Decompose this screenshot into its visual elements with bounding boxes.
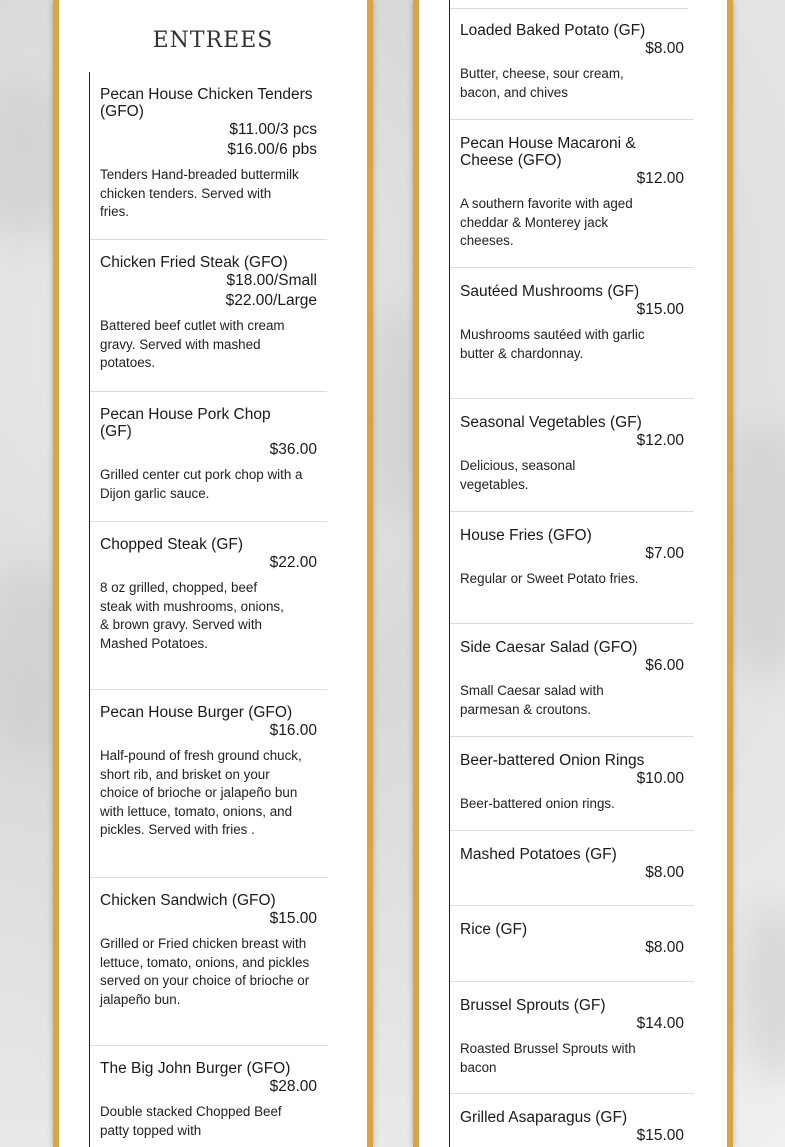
item-price: $22.00/Large [225, 292, 317, 309]
entrees-panel [53, 0, 373, 1147]
item-description: Double stacked Chopped Beef patty topped with [100, 1104, 282, 1138]
menu-item [450, 414, 694, 512]
item-price: $10.00 [636, 770, 684, 787]
item-name: Sautéed Mushrooms (GF) [460, 283, 640, 300]
item-price: $7.00 [645, 545, 684, 562]
item-name: Brussel Sprouts (GF) [460, 997, 606, 1014]
section-title: ENTREES [152, 28, 274, 53]
item-price: $36.00 [269, 441, 317, 458]
item-name: The Big John Burger (GFO) [100, 1060, 291, 1077]
menu-item [90, 892, 327, 1046]
item-name: Chicken Fried Steak (GFO) [100, 254, 288, 271]
sides-panel [413, 0, 733, 1147]
item-price: $12.00 [636, 170, 684, 187]
menu-item [90, 406, 327, 522]
item-price: $16.00 [269, 722, 317, 739]
item-name: Pecan House Chicken Tenders (GFO) [100, 86, 313, 120]
item-price: $28.00 [269, 1078, 317, 1095]
menu-item [450, 639, 694, 737]
item-name: Loaded Baked Potato (GF) [460, 22, 646, 39]
item-price: $11.00/3 pcs [229, 121, 317, 138]
item-price: $8.00 [645, 40, 684, 57]
item-description: Battered beef cutlet with cream gravy. Served with mashed potatoes. [100, 318, 285, 371]
item-name: Mashed Potatoes (GF) [460, 846, 617, 863]
item-price: $8.00 [645, 939, 684, 956]
menu-item [450, 22, 694, 120]
item-price: $12.00 [636, 432, 684, 449]
item-price: $8.00 [645, 864, 684, 881]
item-name: Side Caesar Salad (GFO) [460, 639, 638, 656]
menu-item [450, 135, 694, 268]
item-name: House Fries (GFO) [460, 527, 592, 544]
item-name: Pecan House Pork Chop (GF) [100, 406, 271, 440]
item-name: Pecan House Burger (GFO) [100, 704, 293, 721]
sides-list [449, 0, 694, 1147]
item-description: A southern favorite with aged cheddar & Monterey jack cheeses. [460, 196, 633, 249]
item-description: Regular or Sweet Potato fries. [460, 571, 639, 586]
item-name: Chicken Sandwich (GFO) [100, 892, 276, 909]
item-description: Delicious, seasonal vegetables. [460, 458, 576, 492]
item-description: Tenders Hand-breaded buttermilk chicken tenders. Served with fries. [100, 167, 299, 220]
item-price: $22.00 [269, 554, 317, 571]
menu-item [450, 921, 694, 982]
item-name: Seasonal Vegetables (GF) [460, 414, 642, 431]
item-description: Roasted Brussel Sprouts with bacon [460, 1041, 636, 1075]
menu-item [90, 86, 327, 240]
item-description: 8 oz grilled, chopped, beef steak with mushrooms, onions, & brown gravy. Served with Mashed Potatoes. [100, 580, 284, 651]
menu-item [90, 254, 327, 392]
item-description: Grilled center cut pork chop with a Dijon garlic sauce. [100, 467, 303, 501]
menu-item [90, 536, 327, 690]
item-description: Small Caesar salad with parmesan & croutons. [460, 683, 604, 717]
item-price: $15.00 [269, 910, 317, 927]
menu-item [450, 997, 694, 1094]
menu-item [90, 1060, 327, 1147]
item-name: Grilled Asaparagus (GF) [460, 1109, 628, 1126]
item-description: Mushrooms sautéed with garlic butter & chardonnay. [460, 327, 645, 361]
item-price: $14.00 [636, 1015, 684, 1032]
item-name: Rice (GF) [460, 921, 528, 938]
marble-texture [740, 900, 785, 1080]
item-price: $15.00 [636, 301, 684, 318]
entrees-list [89, 72, 327, 1147]
item-name: Beer-battered Onion Rings [460, 752, 645, 769]
item-name: Chopped Steak (GF) [100, 536, 244, 553]
item-description: Beer-battered onion rings. [460, 796, 615, 811]
item-description: Grilled or Fried chicken breast with lettuce, tomato, onions, and pickles served on your choice of brioche or jalapeño bun. [100, 936, 310, 1007]
item-description: Half-pound of fresh ground chuck, short rib, and brisket on your choice of brioche or jalapeño bun with lettuce, tomato, onions, and pickles. Served with fries . [100, 748, 302, 838]
menu-item [90, 704, 327, 878]
item-price: $18.00/Small [226, 272, 317, 289]
menu-item [450, 283, 694, 399]
divider [450, 8, 688, 9]
item-price: $15.00 [636, 1127, 684, 1144]
menu-item [450, 527, 694, 624]
item-price: $16.00/6 pbs [227, 141, 317, 158]
menu-item [450, 846, 694, 906]
item-price: $6.00 [645, 657, 684, 674]
menu-item [450, 752, 694, 831]
item-name: Pecan House Macaroni & Cheese (GFO) [460, 135, 636, 169]
item-description: Butter, cheese, sour cream, bacon, and chives [460, 66, 624, 100]
menu-item [450, 1109, 694, 1147]
